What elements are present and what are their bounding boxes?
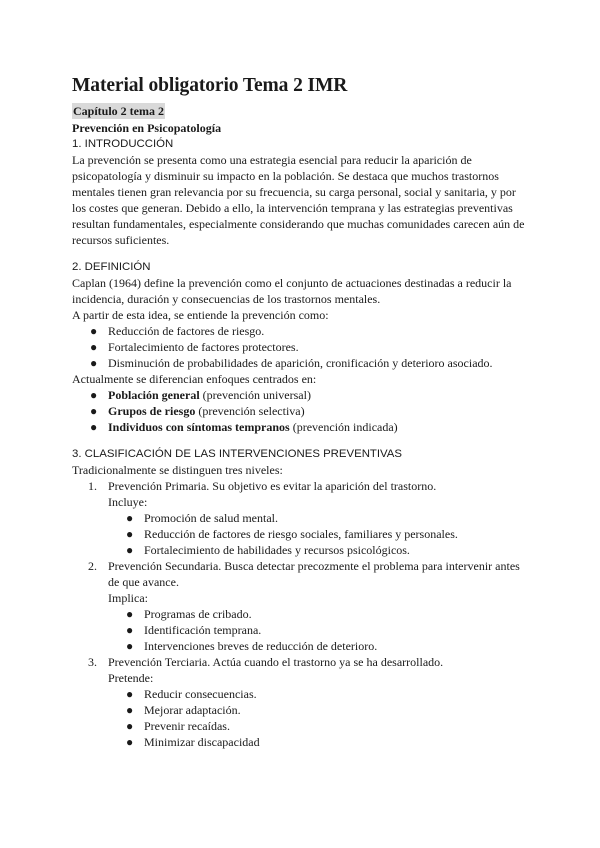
section-heading-introduccion: 1. INTRODUCCIÓN: [72, 138, 174, 150]
bullet-icon: ●: [126, 639, 134, 653]
bullet-icon: ●: [90, 356, 98, 370]
list-item: ● Mejorar adaptación.: [126, 703, 241, 717]
bullet-icon: ●: [90, 324, 98, 338]
section-heading-clasificacion: 3. CLASIFICACIÓN DE LAS INTERVENCIONES PREVENTIVAS: [72, 448, 402, 460]
list-item: ● Identificación temprana.: [126, 623, 262, 637]
prevention-levels-list: [72, 478, 528, 750]
bullet-icon: ●: [126, 623, 134, 637]
bullet-icon: ●: [126, 511, 134, 525]
list-item: ● Población general (prevención universal): [90, 388, 311, 402]
list-item: ● Reducción de factores de riesgo.: [90, 324, 265, 338]
list-item: ● Promoción de salud mental.: [126, 511, 278, 525]
list-item: ● Fortalecimiento de factores protectores.: [90, 340, 299, 354]
bullet-icon: ●: [90, 404, 98, 418]
bullet-icon: ●: [126, 687, 134, 701]
list-item: ● Reducir consecuencias.: [126, 687, 257, 701]
topic-heading: Prevención en Psicopatología: [72, 121, 222, 135]
definition-paragraph: Caplan (1964) define la prevención como el conjunto de actuaciones destinadas a reducir la incidencia, duración y consecuencias de los trastornos mentales.: [72, 276, 512, 306]
level-item: 1. Prevención Primaria. Su objetivo es evitar la aparición del trastorno. Incluye: ● Promoción de salud mental. ● Reducción de factores de riesgo sociales, familiares y personales. ● Fortalecimiento de habilidades y recursos psicológicos.: [72, 478, 528, 558]
chapter-heading: Capítulo 2 tema 2: [73, 104, 164, 118]
bullet-icon: ●: [90, 420, 98, 434]
list-item: ● Individuos con síntomas tempranos (prevención indicada): [90, 420, 398, 434]
list-item: ● Disminución de probabilidades de aparición, cronificación y deterioro asociado.: [90, 356, 493, 370]
bullet-icon: ●: [126, 543, 134, 557]
approach-list: [72, 387, 528, 435]
definition-lead-1: A partir de esta idea, se entiende la prevención como:: [72, 308, 329, 322]
bullet-icon: ●: [126, 527, 134, 541]
list-item: ● Prevenir recaídas.: [126, 719, 230, 733]
intro-paragraph: La prevención se presenta como una estrategia esencial para reducir la aparición de psicopatología y disminuir su impacto en la población. Se destaca que muchos trastornos mentales tienen gran relevancia por su frecuencia, su carga personal, social y sanitaria, y por los costes que generan. Debido a ello, la intervención temprana y las estrategias preventivas resultan fundamentales, especialmente considerando que muchas comunidades carecen aún de recursos suficientes.: [72, 153, 525, 247]
bullet-icon: ●: [90, 388, 98, 402]
bullet-icon: ●: [90, 340, 98, 354]
level-item: 3. Prevención Terciaria. Actúa cuando el trastorno ya se ha desarrollado. Pretende: ● Reducir consecuencias. ● Mejorar adaptación. ● Prevenir recaídas. ● Minimizar discapacidad: [72, 654, 528, 750]
level-item: 2. Prevención Secundaria. Busca detectar precozmente el problema para intervenir antes de que avance. Implica: ● Programas de cribado. ● Identificación temprana. ● Intervenciones breves de reducción de deterioro.: [72, 558, 528, 654]
bullet-icon: ●: [126, 607, 134, 621]
section-heading-definicion: 2. DEFINICIÓN: [72, 261, 151, 273]
prevention-concept-list: [72, 323, 528, 371]
list-item: ● Grupos de riesgo (prevención selectiva): [90, 404, 305, 418]
definition-lead-2: Actualmente se diferencian enfoques centrados en:: [72, 372, 317, 386]
list-item: ● Programas de cribado.: [126, 607, 252, 621]
bullet-icon: ●: [126, 719, 134, 733]
list-item: ● Intervenciones breves de reducción de deterioro.: [126, 639, 378, 653]
list-item: ● Fortalecimiento de habilidades y recursos psicológicos.: [126, 543, 410, 557]
list-item: ● Minimizar discapacidad: [126, 735, 260, 749]
list-item: ● Reducción de factores de riesgo sociales, familiares y personales.: [126, 527, 458, 541]
bullet-icon: ●: [126, 735, 134, 749]
classification-lead: Tradicionalmente se distinguen tres niveles:: [72, 463, 283, 477]
page-title: Material obligatorio Tema 2 IMR: [72, 75, 348, 96]
bullet-icon: ●: [126, 703, 134, 717]
